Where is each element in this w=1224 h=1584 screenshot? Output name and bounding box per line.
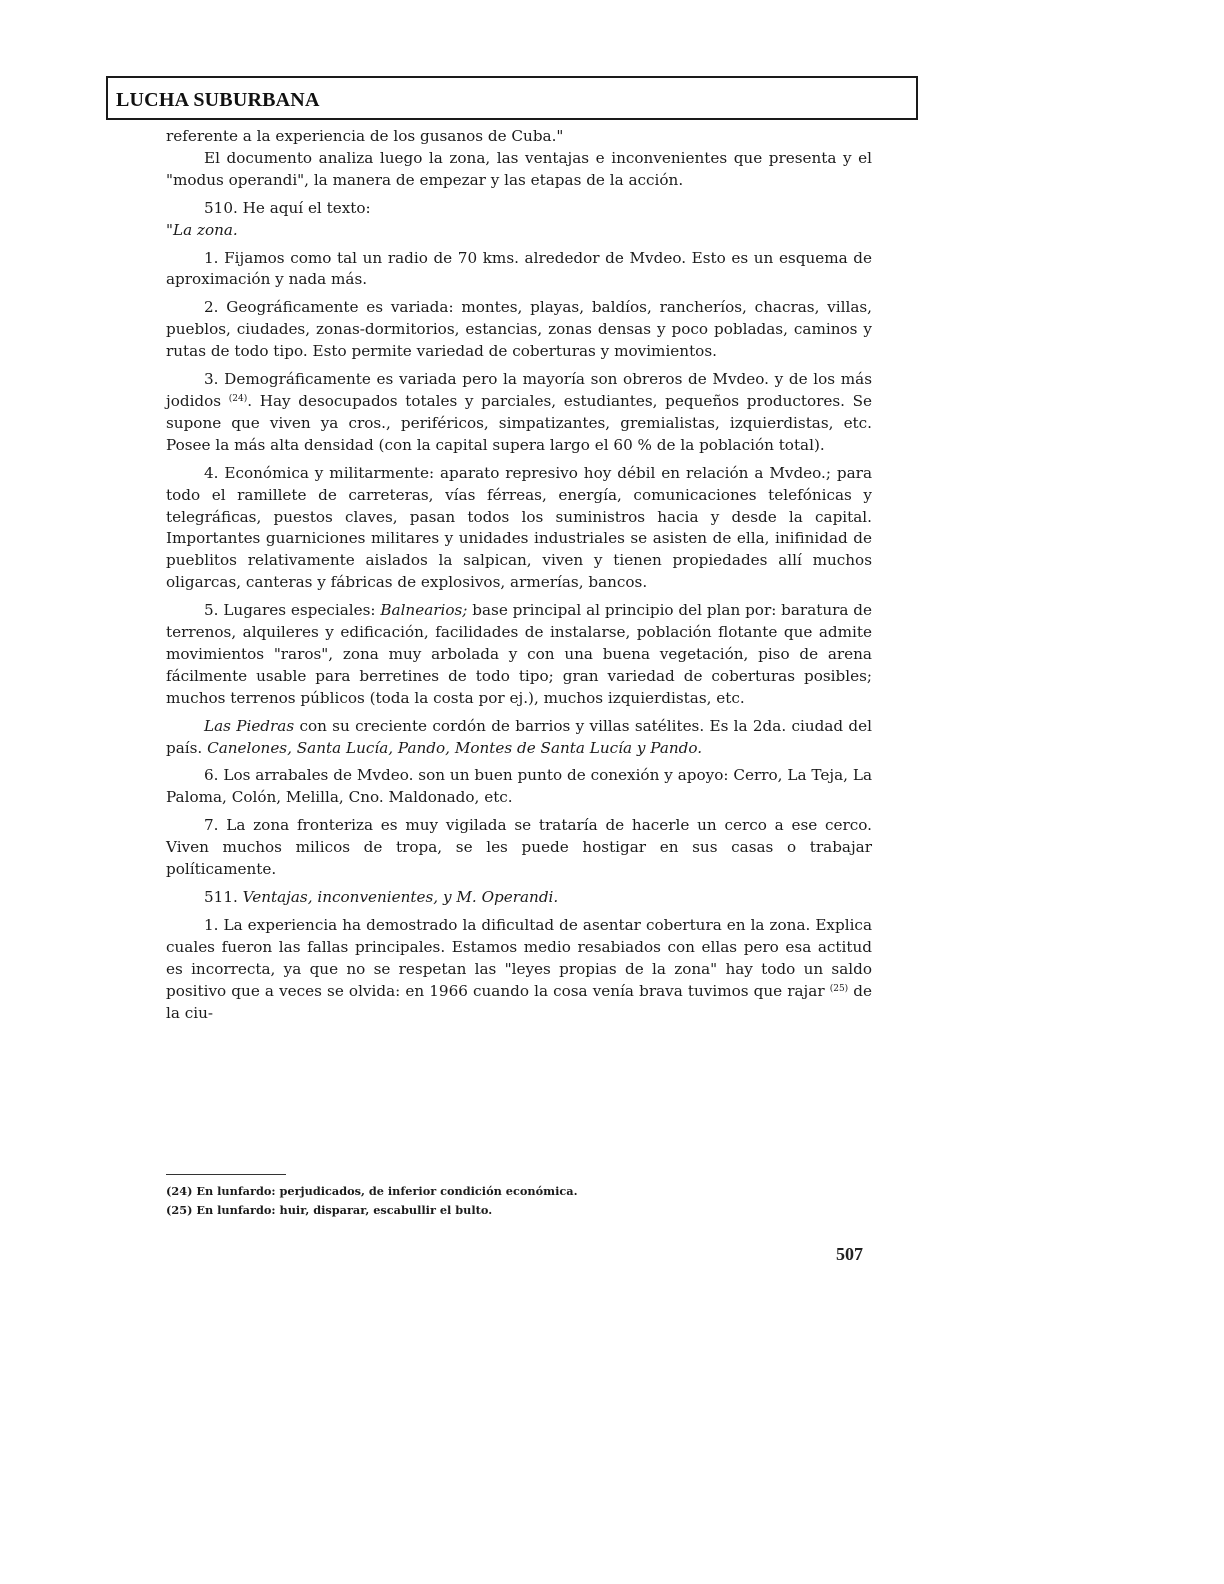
page-number: 507: [836, 1244, 863, 1264]
paragraph: Las Piedras con su creciente cordón de barrios y villas satélites. Es la 2da. ciudad del país. Canelones, Santa Lucía, Pando, Montes de Santa Lucía y Pando.: [166, 716, 872, 757]
list-item: 6. Los arrabales de Mvdeo. son un buen punto de conexión y apoyo: Cerro, La Teja, La Paloma, Colón, Melilla, Cno. Maldonado, etc.: [166, 766, 872, 807]
footnote-ref: (24): [228, 393, 248, 404]
paragraph: El documento analiza luego la zona, las ventajas e inconvenientes que presenta y el "modus operandi", la manera de empezar y las etapas de la acción.: [166, 148, 872, 189]
section-511-heading: 511. Ventajas, inconvenientes, y M. Operandi.: [204, 888, 559, 906]
list-item: 7. La zona fronteriza es muy vigilada se trataría de hacerle un cerco a ese cerco. Viven muchos milicos de tropa, se les puede hostigar en sus casas o trabajar políticamente.: [166, 816, 872, 879]
footnote: (24) En lunfardo: perjudicados, de inferior condición económica.: [166, 1184, 578, 1198]
list-item: 1. La experiencia ha demostrado la dificultad de asentar cobertura en la zona. Explica cuales fueron las fallas principales. Estamos medio resabiados con ellas pero esa actitud es incorrecta, ya que no se respetan las "leyes propias de la zona" hay todo un saldo positivo que a veces se olvida: en 1966 cuando la cosa venía brava tuvimos que rajar $^{(25)}$ de la ciu-: [166, 915, 873, 1022]
list-item: 2. Geográficamente es variada: montes, playas, baldíos, rancheríos, chacras, villas, pueblos, ciudades, zonas-dormitorios, estancias, zonas densas y poco pobladas, caminos y rutas de todo tipo. Esto permite variedad de coberturas y movimientos.: [166, 298, 872, 361]
footnotes: [166, 1182, 866, 1220]
running-head: LUCHA SUBURBANA: [116, 89, 320, 111]
quote-heading: "La zona.: [166, 220, 238, 239]
body-text: [166, 126, 872, 1024]
section-510-heading: 510. He aquí el texto:: [204, 198, 371, 217]
footnote-ref: (25): [829, 983, 849, 994]
list-item: 4. Económica y militarmente: aparato represivo hoy débil en relación a Mvdeo.; para todo el ramillete de carreteras, vías férreas, energía, comunicaciones telefónicas y telegráficas, puestos claves, pasan todos los suministros hacia y desde la capital. Importantes guarniciones militares y unidades industriales se asisten de ella, inifinidad de pueblitos relativamente aislados la salpican, viven y tienen propiedades allí muchos oligarcas, canteras y fábricas de explosivos, armerías, bancos.: [166, 463, 872, 592]
paragraph: referente a la experiencia de los gusanos de Cuba.": [166, 127, 564, 145]
footnote-divider: [166, 1174, 286, 1175]
list-item: 1. Fijamos como tal un radio de 70 kms. alrededor de Mvdeo. Esto es un esquema de aproximación y nada más.: [166, 248, 872, 289]
list-item: 5. Lugares especiales: Balnearios; base principal al principio del plan por: baratura de terrenos, alquileres y edificación, facilidades de instalarse, población flotante que admite movimientos "raros", zona muy arbolada y con una buena vegetación, piso de arena fácilmente usable para berretines de todo tipo; gran variedad de coberturas posibles; muchos terrenos públicos (toda la costa por ej.), muchos izquierdistas, etc.: [166, 601, 872, 707]
list-item: 3. Demográficamente es variada pero la mayoría son obreros de Mvdeo. y de los más jodidos $^{(24)}$. Hay desocupados totales y parciales, estudiantes, pequeños productores. Se supone que viven ya cros., periféricos, simpatizantes, gremialistas, izquierdistas, etc. Posee la más alta densidad (con la capital supera largo el 60 % de la población total).: [166, 370, 873, 454]
footnote: (25) En lunfardo: huir, disparar, escabullir el bulto.: [166, 1203, 493, 1217]
